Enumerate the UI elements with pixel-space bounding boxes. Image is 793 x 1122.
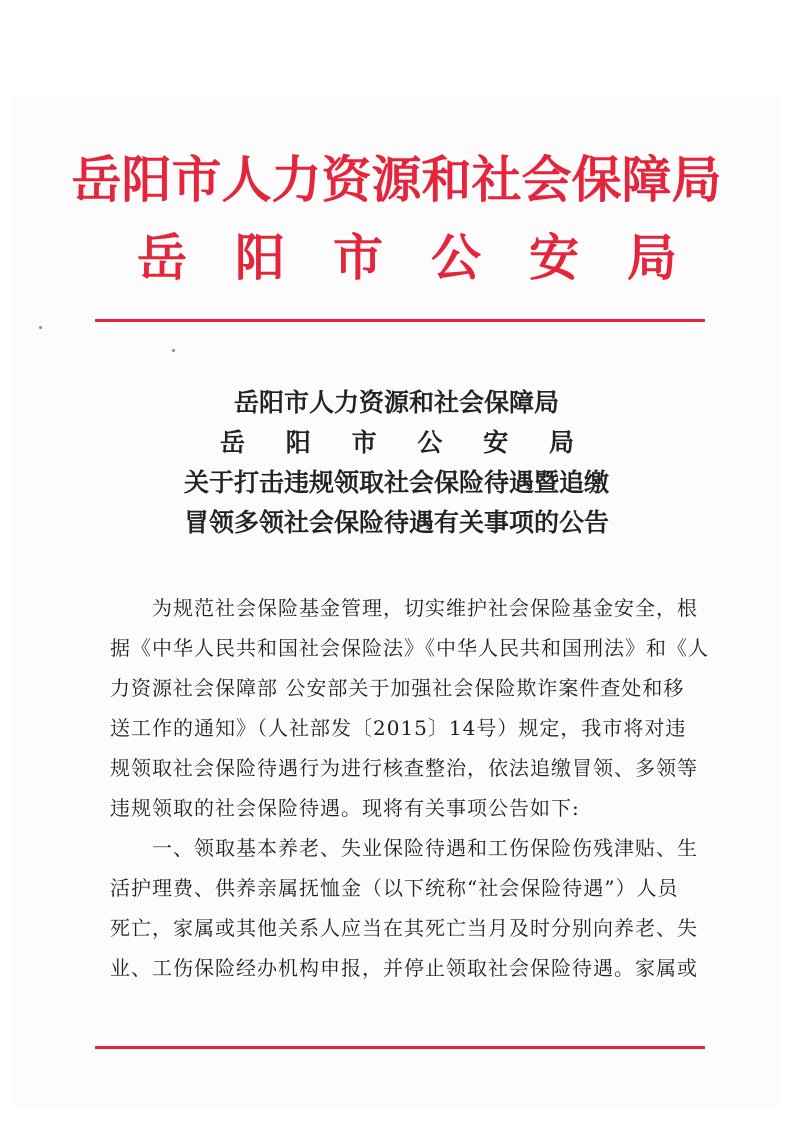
body-line: 活护理费、供养亲属抚恤金（以下统称“社会保险待遇”）人员 bbox=[110, 876, 679, 900]
body-line: 死亡，家属或其他关系人应当在其死亡当月及时分别向养老、失 bbox=[110, 916, 698, 940]
scan-speck bbox=[39, 326, 42, 329]
body-line: 为规范社会保险基金管理，切实维护社会保险基金安全，根 bbox=[110, 596, 698, 620]
title-char: 公 bbox=[417, 428, 443, 457]
title-line-4: 冒领多领社会保险待遇有关事项的公告 bbox=[183, 508, 609, 537]
body-line: 送工作的通知》（人社部发〔2015〕14号）规定，我市将对违 bbox=[110, 716, 687, 740]
scan-speck bbox=[172, 349, 175, 352]
body-line: 规领取社会保险待遇行为进行核查整治，依法追缴冒领、多领等 bbox=[110, 756, 698, 780]
header-char: 局 bbox=[627, 228, 677, 287]
title-line-2 bbox=[220, 428, 574, 458]
body-line: 据《中华人民共和国社会保险法》《中华人民共和国刑法》和《人 bbox=[110, 636, 709, 660]
body-line: 力资源社会保障部 公安部关于加强社会保险欺诈案件查处和移 bbox=[110, 676, 685, 700]
header-char: 阳 bbox=[235, 228, 285, 287]
header-agency-1: 岳阳市人力资源和社会保障局 bbox=[71, 150, 722, 209]
title-line-1: 岳阳市人力资源和社会保障局 bbox=[233, 388, 559, 417]
title-char: 阳 bbox=[285, 428, 311, 457]
header-char: 公 bbox=[431, 228, 481, 287]
title-char: 局 bbox=[548, 428, 574, 457]
header-char: 市 bbox=[333, 228, 383, 287]
body-line: 业、工伤保险经办机构申报，并停止领取社会保险待遇。家属或 bbox=[110, 956, 698, 980]
body-line: 违规领取的社会保险待遇。现将有关事项公告如下: bbox=[110, 796, 580, 820]
body-line: 一、领取基本养老、失业保险待遇和工伤保险伤残津贴、生 bbox=[110, 836, 698, 860]
footer-divider bbox=[95, 1046, 705, 1049]
header-char: 安 bbox=[529, 228, 579, 287]
title-char: 岳 bbox=[220, 428, 246, 457]
title-char: 市 bbox=[351, 428, 377, 457]
header-agency-2 bbox=[137, 228, 677, 288]
header-char: 岳 bbox=[137, 228, 187, 287]
header-divider bbox=[95, 319, 705, 322]
title-line-3: 关于打击违规领取社会保险待遇暨追缴 bbox=[183, 468, 609, 497]
title-char: 安 bbox=[483, 428, 509, 457]
